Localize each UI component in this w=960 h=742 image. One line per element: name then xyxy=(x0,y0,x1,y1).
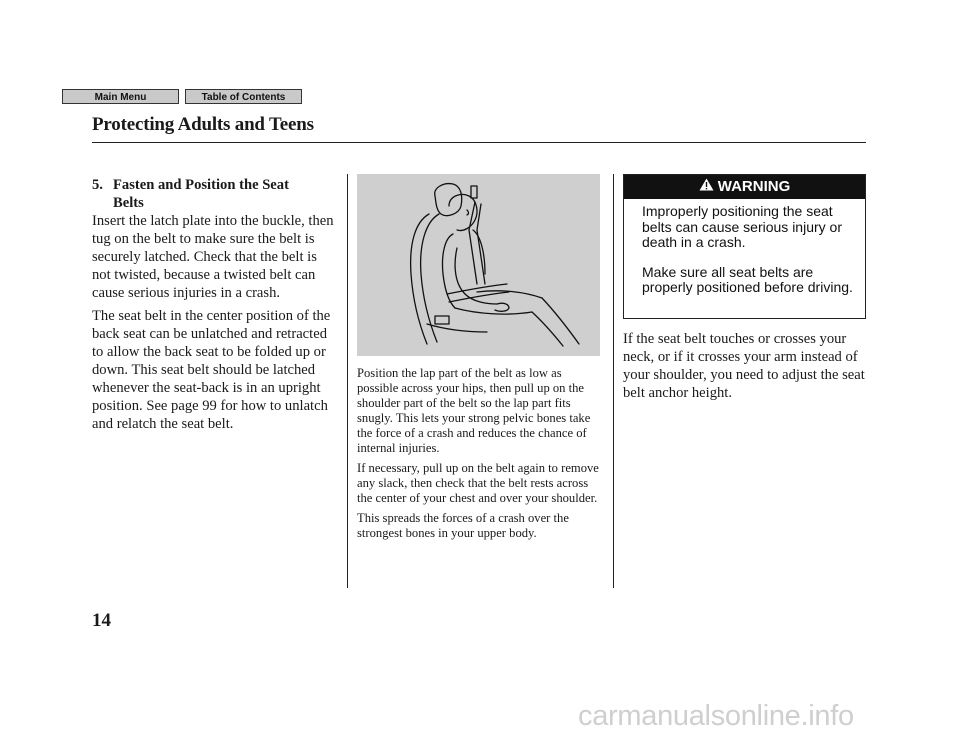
warning-label: WARNING xyxy=(717,178,791,195)
column-middle xyxy=(357,366,603,541)
step-heading xyxy=(92,176,336,212)
paragraph: If necessary, pull up on the belt again to remove any slack, then check that the belt rests across the center of your chest and over your shoulder. xyxy=(357,461,599,505)
watermark: carmanualsonline.info xyxy=(578,700,854,732)
title-divider xyxy=(92,142,866,143)
page-number: 14 xyxy=(92,610,111,631)
paragraph: This spreads the forces of a crash over the strongest bones in your upper body. xyxy=(357,511,569,540)
step-heading-line2: Belts xyxy=(113,195,144,211)
column-right xyxy=(623,330,869,402)
page-title: Protecting Adults and Teens xyxy=(92,114,314,135)
seat-belt-illustration xyxy=(357,174,600,356)
paragraph: The seat belt in the center position of the back seat can be unlatched and retracted to allow the back seat to be folded up or down. This seat belt should be latched whenever the seat-back is in an upright position. See page 99 for how to unlatch and relatch the seat belt. xyxy=(92,308,331,432)
paragraph: Insert the latch plate into the buckle, then tug on the belt to make sure the belt is securely latched. Check that the belt is not twisted, because a twisted belt can cause serious injuries in a crash. xyxy=(92,213,334,301)
warning-text: Make sure all seat belts are properly positioned before driving. xyxy=(642,263,853,295)
paragraph: If the seat belt touches or crosses your neck, or if it crosses your arm instead of your shoulder, you need to adjust the seat belt anchor height. xyxy=(623,331,865,401)
paragraph: Position the lap part of the belt as low as possible across your hips, then pull up on the shoulder part of the belt so the lap part fits snugly. This lets your strong pelvic bones take the force of a crash and reduces the chance of internal injuries. xyxy=(357,366,591,455)
warning-header xyxy=(624,175,865,199)
table-of-contents-button[interactable]: Table of Contents xyxy=(185,89,302,104)
column-divider xyxy=(347,174,348,588)
warning-text: Improperly positioning the seat belts can cause serious injury or death in a crash. xyxy=(642,203,842,250)
step-number: 5. xyxy=(92,177,103,193)
column-left xyxy=(92,176,336,433)
warning-body xyxy=(624,199,865,296)
main-menu-button[interactable]: Main Menu xyxy=(62,89,179,104)
step-heading-line1: Fasten and Position the Seat xyxy=(113,177,289,193)
column-divider xyxy=(613,174,614,588)
warning-box xyxy=(623,174,866,319)
warning-triangle-icon xyxy=(699,175,714,199)
